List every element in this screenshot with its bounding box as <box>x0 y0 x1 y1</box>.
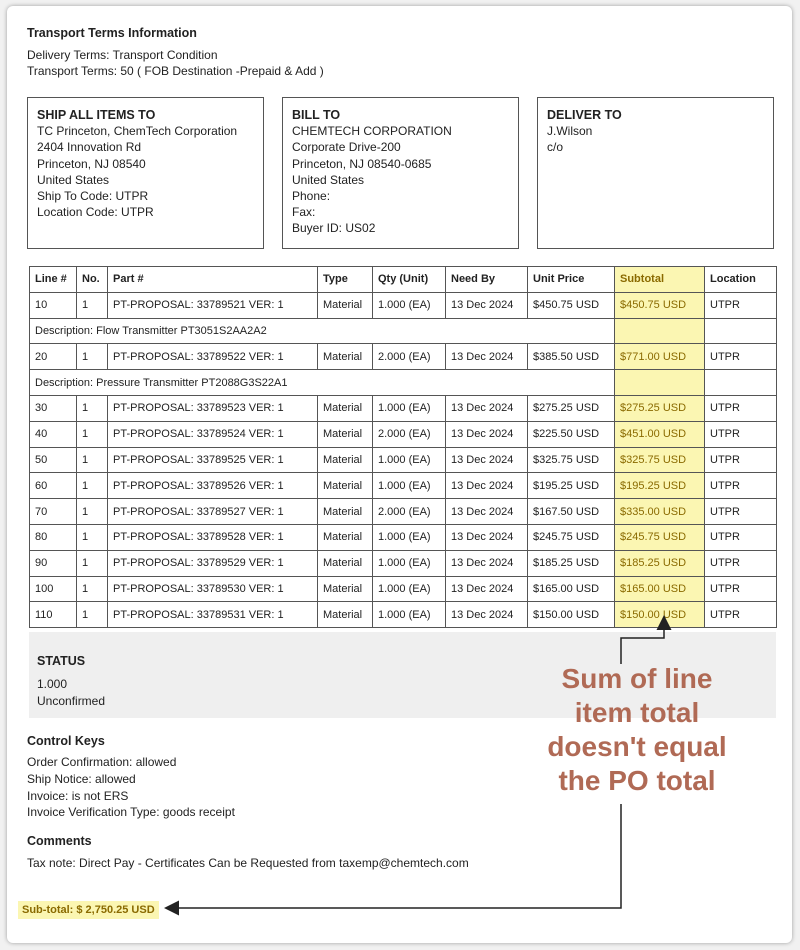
subtotal-cell: $335.00 USD <box>615 499 705 525</box>
location-cell: UTPR <box>705 499 777 525</box>
line-cell: 90 <box>30 550 77 576</box>
type-cell: Material <box>318 550 373 576</box>
part-cell: PT-PROPOSAL: 33789529 VER: 1 <box>108 550 318 576</box>
bill-to-line: Fax: <box>292 205 316 220</box>
comments-heading: Comments <box>27 834 92 848</box>
unit-price-cell: $165.00 USD <box>528 576 615 602</box>
unit-price-cell: $185.25 USD <box>528 550 615 576</box>
col-header-no: No. <box>77 267 108 293</box>
unit-price-cell: $385.50 USD <box>528 344 615 370</box>
line-cell: 60 <box>30 473 77 499</box>
type-cell: Material <box>318 576 373 602</box>
location-cell: UTPR <box>705 395 777 421</box>
bill-to-line: Buyer ID: US02 <box>292 221 376 236</box>
need-by-cell: 13 Dec 2024 <box>446 473 528 499</box>
qty-cell: 1.000 (EA) <box>373 473 446 499</box>
need-by-cell: 13 Dec 2024 <box>446 447 528 473</box>
location-cell: UTPR <box>705 602 777 628</box>
arrow-to-subtotal-column <box>621 618 664 664</box>
col-header-part: Part # <box>108 267 318 293</box>
annotation-arrows <box>7 6 792 943</box>
subtotal-cell: $450.75 USD <box>615 292 705 318</box>
no-cell: 1 <box>77 344 108 370</box>
subtotal-cell: $185.25 USD <box>615 550 705 576</box>
part-cell: PT-PROPOSAL: 33789523 VER: 1 <box>108 395 318 421</box>
col-header-unit-price: Unit Price <box>528 267 615 293</box>
need-by-cell: 13 Dec 2024 <box>446 524 528 550</box>
unit-price-cell: $325.75 USD <box>528 447 615 473</box>
ship-to-line: 2404 Innovation Rd <box>37 140 142 155</box>
qty-cell: 2.000 (EA) <box>373 344 446 370</box>
need-by-cell: 13 Dec 2024 <box>446 576 528 602</box>
no-cell: 1 <box>77 524 108 550</box>
ship-to-line: TC Princeton, ChemTech Corporation <box>37 124 238 139</box>
line-cell: 40 <box>30 421 77 447</box>
subtotal-cell: $275.25 USD <box>615 395 705 421</box>
line-cell: 50 <box>30 447 77 473</box>
no-cell: 1 <box>77 447 108 473</box>
unit-price-cell: $450.75 USD <box>528 292 615 318</box>
type-cell: Material <box>318 447 373 473</box>
bill-to-line: CHEMTECH CORPORATION <box>292 124 452 139</box>
ship-to-line: Princeton, NJ 08540 <box>37 156 146 171</box>
need-by-cell: 13 Dec 2024 <box>446 602 528 628</box>
line-cell: 10 <box>30 292 77 318</box>
location-cell: UTPR <box>705 524 777 550</box>
location-cell: UTPR <box>705 344 777 370</box>
status-state: Unconfirmed <box>37 694 106 708</box>
unit-price-cell: $195.25 USD <box>528 473 615 499</box>
transport-terms: Transport Terms: 50 ( FOB Destination -Prepaid & Add ) <box>27 64 324 78</box>
location-cell: UTPR <box>705 421 777 447</box>
location-cell: UTPR <box>705 292 777 318</box>
item-description: Description: Pressure Transmitter PT2088G3S22A1 <box>30 370 615 396</box>
qty-cell: 1.000 (EA) <box>373 524 446 550</box>
line-cell: 30 <box>30 395 77 421</box>
subtotal-cell: $325.75 USD <box>615 447 705 473</box>
item-description: Description: Flow Transmitter PT3051S2AA2A2 <box>30 318 615 344</box>
need-by-cell: 13 Dec 2024 <box>446 395 528 421</box>
part-cell: PT-PROPOSAL: 33789530 VER: 1 <box>108 576 318 602</box>
no-cell: 1 <box>77 550 108 576</box>
ship-to-line: Ship To Code: UTPR <box>37 189 149 204</box>
no-cell: 1 <box>77 421 108 447</box>
qty-cell: 1.000 (EA) <box>373 576 446 602</box>
status-version: 1.000 <box>37 677 68 691</box>
subtotal-cell: $245.75 USD <box>615 524 705 550</box>
control-key-item: Ship Notice: allowed <box>27 772 136 786</box>
bill-to-line: Phone: <box>292 189 331 204</box>
qty-cell: 1.000 (EA) <box>373 447 446 473</box>
line-cell: 20 <box>30 344 77 370</box>
part-cell: PT-PROPOSAL: 33789531 VER: 1 <box>108 602 318 628</box>
line-cell: 80 <box>30 524 77 550</box>
type-cell: Material <box>318 499 373 525</box>
col-header-type: Type <box>318 267 373 293</box>
location-cell: UTPR <box>705 550 777 576</box>
col-header-location: Location <box>705 267 777 293</box>
type-cell: Material <box>318 421 373 447</box>
unit-price-cell: $245.75 USD <box>528 524 615 550</box>
no-cell: 1 <box>77 395 108 421</box>
arrow-to-po-subtotal <box>167 804 621 908</box>
control-keys-heading: Control Keys <box>27 734 105 748</box>
unit-price-cell: $167.50 USD <box>528 499 615 525</box>
unit-price-cell: $275.25 USD <box>528 395 615 421</box>
location-cell: UTPR <box>705 447 777 473</box>
deliver-to-heading: DELIVER TO <box>547 108 622 122</box>
po-subtotal: Sub-total: $ 2,750.25 USD <box>18 901 159 919</box>
annotation-line: item total <box>574 697 700 728</box>
type-cell: Material <box>318 524 373 550</box>
annotation-line: doesn't equal <box>547 731 727 762</box>
qty-cell: 2.000 (EA) <box>373 499 446 525</box>
part-cell: PT-PROPOSAL: 33789527 VER: 1 <box>108 499 318 525</box>
no-cell: 1 <box>77 473 108 499</box>
qty-cell: 1.000 (EA) <box>373 395 446 421</box>
part-cell: PT-PROPOSAL: 33789524 VER: 1 <box>108 421 318 447</box>
bill-to-line: Princeton, NJ 08540-0685 <box>292 156 432 171</box>
need-by-cell: 13 Dec 2024 <box>446 344 528 370</box>
comments-text: Tax note: Direct Pay - Certificates Can be Requested from taxemp@chemtech.com <box>27 856 469 870</box>
col-header-qty: Qty (Unit) <box>373 267 446 293</box>
ship-to-line: United States <box>37 172 110 187</box>
subtotal-cell: $451.00 USD <box>615 421 705 447</box>
subtotal-cell: $165.00 USD <box>615 576 705 602</box>
no-cell: 1 <box>77 576 108 602</box>
subtotal-cell: $771.00 USD <box>615 344 705 370</box>
type-cell: Material <box>318 395 373 421</box>
type-cell: Material <box>318 602 373 628</box>
ship-to-line: Location Code: UTPR <box>37 205 154 220</box>
control-key-item: Order Confirmation: allowed <box>27 755 177 769</box>
location-cell: UTPR <box>705 576 777 602</box>
control-key-item: Invoice Verification Type: goods receipt <box>27 805 235 819</box>
col-header-need-by: Need By <box>446 267 528 293</box>
bill-to-line: Corporate Drive-200 <box>292 140 401 155</box>
need-by-cell: 13 Dec 2024 <box>446 550 528 576</box>
type-cell: Material <box>318 344 373 370</box>
qty-cell: 1.000 (EA) <box>373 602 446 628</box>
annotation-line: the PO total <box>558 765 716 796</box>
deliver-to-line: c/o <box>547 140 564 155</box>
col-header-line: Line # <box>30 267 77 293</box>
no-cell: 1 <box>77 499 108 525</box>
qty-cell: 1.000 (EA) <box>373 292 446 318</box>
need-by-cell: 13 Dec 2024 <box>446 499 528 525</box>
bill-to-heading: BILL TO <box>292 108 341 122</box>
part-cell: PT-PROPOSAL: 33789525 VER: 1 <box>108 447 318 473</box>
annotation-line: Sum of line <box>561 663 713 694</box>
status-heading: STATUS <box>37 654 86 668</box>
subtotal-cell: $150.00 USD <box>615 602 705 628</box>
need-by-cell: 13 Dec 2024 <box>446 421 528 447</box>
bill-to-line: United States <box>292 172 365 187</box>
line-cell: 110 <box>30 602 77 628</box>
need-by-cell: 13 Dec 2024 <box>446 292 528 318</box>
ship-to-heading: SHIP ALL ITEMS TO <box>37 108 156 122</box>
subtotal-cell: $195.25 USD <box>615 473 705 499</box>
control-key-item: Invoice: is not ERS <box>27 789 129 803</box>
qty-cell: 2.000 (EA) <box>373 421 446 447</box>
type-cell: Material <box>318 292 373 318</box>
line-cell: 70 <box>30 499 77 525</box>
type-cell: Material <box>318 473 373 499</box>
deliver-to-line: J.Wilson <box>547 124 593 139</box>
purchase-order-page <box>7 6 792 943</box>
line-cell: 100 <box>30 576 77 602</box>
qty-cell: 1.000 (EA) <box>373 550 446 576</box>
col-header-subtotal: Subtotal <box>615 267 705 293</box>
part-cell: PT-PROPOSAL: 33789522 VER: 1 <box>108 344 318 370</box>
transport-terms-heading: Transport Terms Information <box>27 26 197 40</box>
unit-price-cell: $225.50 USD <box>528 421 615 447</box>
part-cell: PT-PROPOSAL: 33789521 VER: 1 <box>108 292 318 318</box>
delivery-terms: Delivery Terms: Transport Condition <box>27 48 218 62</box>
no-cell: 1 <box>77 602 108 628</box>
unit-price-cell: $150.00 USD <box>528 602 615 628</box>
part-cell: PT-PROPOSAL: 33789528 VER: 1 <box>108 524 318 550</box>
location-cell: UTPR <box>705 473 777 499</box>
no-cell: 1 <box>77 292 108 318</box>
part-cell: PT-PROPOSAL: 33789526 VER: 1 <box>108 473 318 499</box>
